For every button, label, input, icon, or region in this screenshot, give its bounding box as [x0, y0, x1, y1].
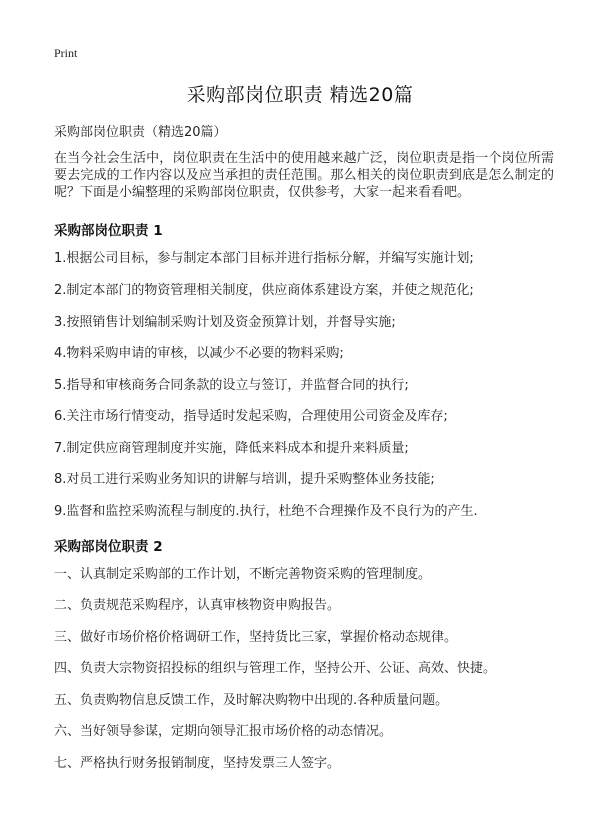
- section1-item: 2.制定本部门的物资管理相关制度，供应商体系建设方案，并使之规范化;: [54, 283, 474, 298]
- section2-item: 一、认真制定采购部的工作计划，不断完善物资采购的管理制度。: [54, 567, 432, 582]
- section2-item: 四、负责大宗物资招投标的组织与管理工作，坚持公开、公证、高效、快捷。: [54, 661, 497, 676]
- section2-item: 六、当好领导参谋，定期向领导汇报市场价格的动态情况。: [54, 724, 393, 739]
- section1-item: 6.关注市场行情变动，指导适时发起采购，合理使用公司资金及库存;: [54, 409, 448, 424]
- print-link[interactable]: Print: [54, 46, 78, 60]
- intro-paragraph: 在当今社会生活中，岗位职责在生活中的使用越来越广泛，岗位职责是指一个岗位所需要去完成的工作内容以及应当承担的责任范围。那么相关的岗位职责到底是怎么制定的呢？下面是小编整理的采购部岗位职责，仅供参考，大家一起来看看吧。: [54, 151, 554, 200]
- page-title: 采购部岗位职责 精选20篇: [186, 84, 414, 106]
- section1-item: 5.指导和审核商务合同条款的设立与签订，并监督合同的执行;: [54, 378, 409, 393]
- section-heading-1: 采购部岗位职责 1: [54, 223, 163, 239]
- section1-item: 7.制定供应商管理制度并实施，降低来料成本和提升来料质量;: [54, 441, 409, 456]
- section1-item: 4.物料采购申请的审核，以减少不必要的物料采购;: [54, 346, 344, 361]
- document-subtitle: 采购部岗位职责（精选20篇）: [54, 125, 227, 140]
- section2-item: 三、做好市场价格价格调研工作，坚持货比三家，掌握价格动态规律。: [54, 630, 458, 645]
- section1-item: 9.监督和监控采购流程与制度的.执行，杜绝不合理操作及不良行为的产生.: [54, 504, 478, 519]
- section2-item: 五、负责购物信息反馈工作，及时解决购物中出现的.各种质量问题。: [54, 693, 449, 708]
- section2-item: 二、负责规范采购程序，认真审核物资申购报告。: [54, 598, 341, 613]
- section2-item: 七、严格执行财务报销制度，坚持发票三人签字。: [54, 756, 341, 771]
- section1-item: 8.对员工进行采购业务知识的讲解与培训，提升采购整体业务技能;: [54, 472, 435, 487]
- section1-item: 3.按照销售计划编制采购计划及资金预算计划，并督导实施;: [54, 315, 396, 330]
- section-heading-2: 采购部岗位职责 2: [54, 539, 163, 555]
- section1-item: 1.根据公司目标，参与制定本部门目标并进行指标分解，并编写实施计划;: [54, 251, 474, 266]
